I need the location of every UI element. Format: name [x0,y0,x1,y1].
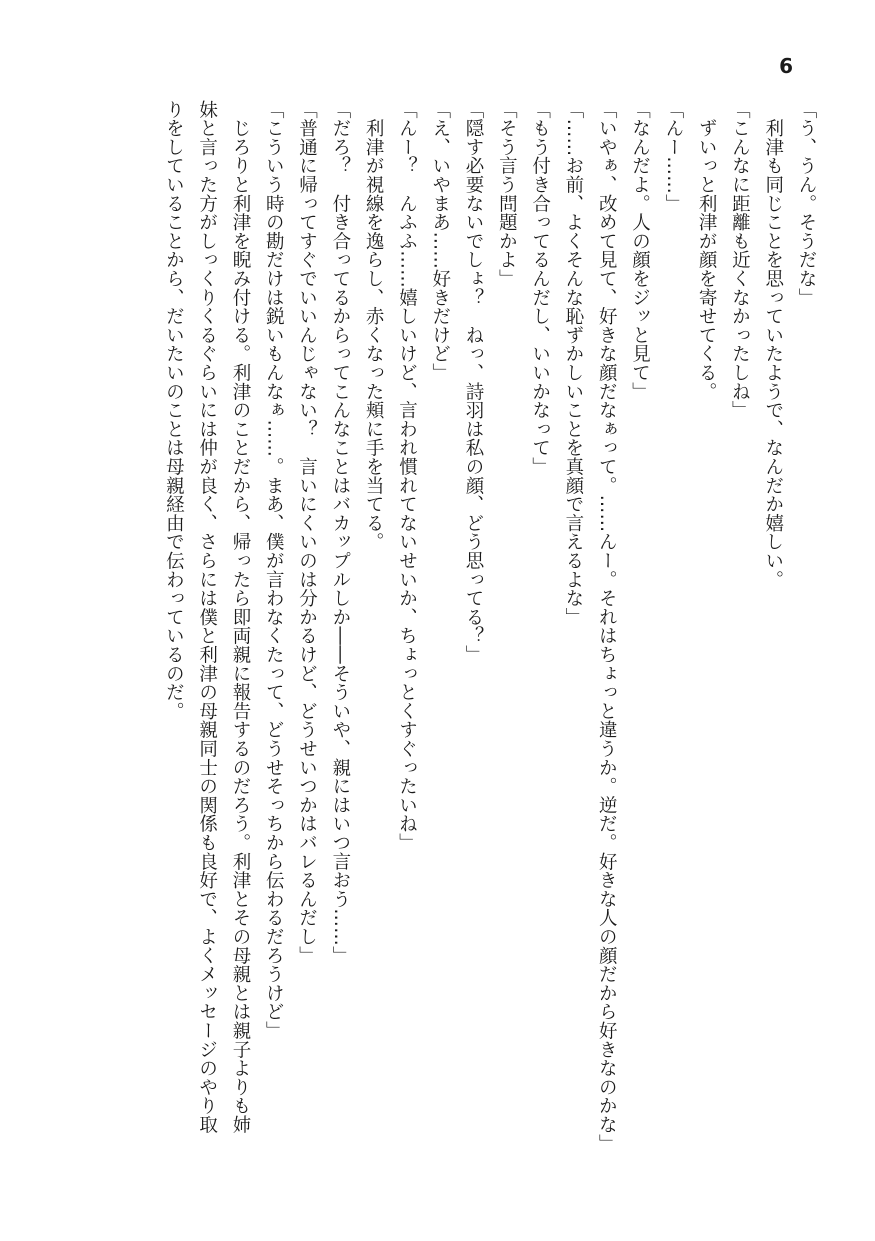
text-line: 「だろ？ 付き合ってるからってこんなことはバカップルしか――そういや、親にはいつ言おう……」 [329,100,351,965]
text-line: 「普通に帰ってすぐでいいんじゃない？ 言いにくいのは分かるけど、どうせいつかはバレるんだし」 [296,100,318,965]
text-body [83,100,823,1180]
page-number: 6 [779,54,793,78]
text-line: 「なんだよ。人の顔をジッと見て」 [629,100,651,401]
text-line: 「え、いやまあ……好きだけど」 [429,100,451,382]
text-line: じろりと利津を睨み付ける。利津のことだから、帰ったら即両親に報告するのだろう。利津とその母親とは親子よりも姉 [229,100,251,1134]
text-line: 「いやぁ、改めて見て、好きな顔だなぁって。……んー。それはちょっと違うか。逆だ。好きな人の顔だから好きなのかな」 [596,100,618,1153]
text-line: 「んー……」 [662,100,684,213]
text-line: 「んー？ んふふ……嬉しいけど、言われ慣れてないせいか、ちょっとくすぐったいね」 [396,100,418,852]
text-line: りをしていることから、だいたいのことは母親経由で伝わっているのだ。 [163,100,185,721]
text-line: 「こんなに距離も近くなかったしね」 [729,100,751,420]
text-line: 「う、うん。そうだな」 [796,100,817,307]
text-line: 「……お前、よくそんな恥ずかしいことを真顔で言えるよな」 [562,100,584,627]
text-line: 利津が視線を逸らし、赤くなった頬に手を当てる。 [363,100,385,552]
text-line: 「こういう時の勘だけは鋭いもんなぁ……。まあ、僕が言わなくたって、どうせそっちから伝わるだろうけど」 [263,100,285,1040]
text-line: 利津も同じことを思っていたようで、なんだか嬉しい。 [762,100,784,589]
text-line: 「隠す必要ないでしょ？ ねっ、詩羽は私の顔、どう思ってる？」 [463,100,485,664]
text-line: ずいっと利津が顔を寄せてくる。 [696,100,718,401]
text-line: 「そう言う問題かよ」 [496,100,518,288]
text-line: 妹と言った方がしっくりくるぐらいには仲が良く、さらには僕と利津の母親同士の関係も良好で、よくメッセージのやり取 [196,100,218,1134]
text-line: 「もう付き合ってるんだし、いいかなって」 [529,100,551,476]
